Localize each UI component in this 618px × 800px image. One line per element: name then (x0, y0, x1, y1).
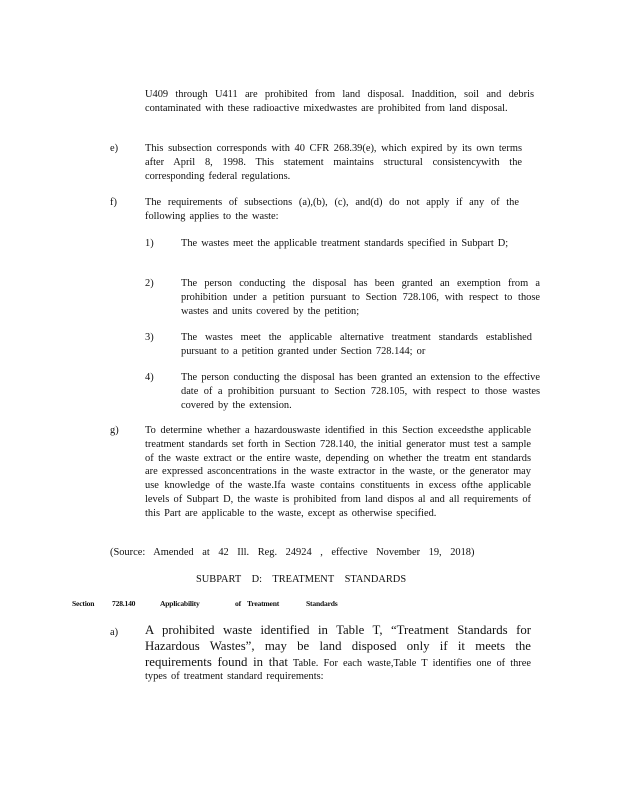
item-a-text-large: A prohibited waste identified in Table T, “Treatment Standards for Hazardous Wastes”, may be land disposed only if it meets the requirements found in that (145, 623, 531, 669)
item-a-text-small: Table. For each waste,Table T identifies one of three types of treatment standard requirements: (145, 657, 531, 683)
section-number: 728.140 (112, 599, 136, 608)
subitem-2-marker: 2) (145, 278, 154, 289)
item-a-marker: a) (110, 627, 119, 638)
section-heading (72, 599, 338, 608)
item-e-marker: e) (110, 143, 119, 154)
item-g-text: To determine whether a hazardouswaste identified in this Section exceedsthe applicable treatment standards set forth in Section 728.140, the initial generator must test a sample of the waste extract or the entire waste, depending on whether the treatm ent standards are expressed asconcentrations in the waste extractor in the waste, or the generator may use knowledge of the waste.Ifa waste contains constituents in excess ofthe applicable levels of Subpart D, the waste is prohibited from land dispos al and all requirements of this Part are applicable to the waste, except as otherwise specified. (145, 425, 531, 519)
section-label: Section (72, 599, 95, 608)
section-title-word-2: of (235, 599, 241, 608)
subitem-3-marker: 3) (145, 332, 154, 343)
item-f-marker: f) (110, 197, 117, 208)
subitem-4-text: The person conducting the disposal has been granted an extension to the effective date of a prohibition pursuant to Section 728.105, with respect to those wastes covered by the extension. (181, 372, 540, 411)
section-title-word-3: Treatment (247, 599, 280, 608)
section-title-word-4: Standards (306, 599, 338, 608)
subitem-1-marker: 1) (145, 238, 154, 249)
item-f-text: The requirements of subsections (a),(b), (c), and(d) do not apply if any of the following applies to the waste: (145, 197, 519, 222)
subitem-1-text: The wastes meet the applicable treatment standards specified in Subpart D; (181, 238, 509, 249)
source-note: (Source: Amended at 42 Ill. Reg. 24924 , effective November 19, 2018) (110, 547, 475, 558)
subitem-2-text: The person conducting the disposal has been granted an exemption from a prohibition under a petition pursuant to Section 728.106, with respect to those wastes and units covered by the petition; (181, 278, 540, 317)
item-a-text (145, 623, 531, 684)
subitem-3-text: The wastes meet the applicable alternative treatment standards established pursuant to a petition granted under Section 728.144; or (181, 332, 532, 357)
item-e-text: This subsection corresponds with 40 CFR 268.39(e), which expired by its own terms after April 8, 1998. This statement maintains structural consistencywith the corresponding federal regulations. (145, 143, 522, 182)
item-g-marker: g) (110, 425, 119, 436)
intro-paragraph: U409 through U411 are prohibited from land disposal. Inaddition, soil and debris contaminated with these radioactive mixedwastes are prohibited from land disposal. (145, 89, 534, 114)
subpart-heading: SUBPART D: TREATMENT STANDARDS (196, 574, 407, 585)
subitem-4-marker: 4) (145, 372, 154, 383)
section-title-word-1: Applicability (160, 599, 200, 608)
